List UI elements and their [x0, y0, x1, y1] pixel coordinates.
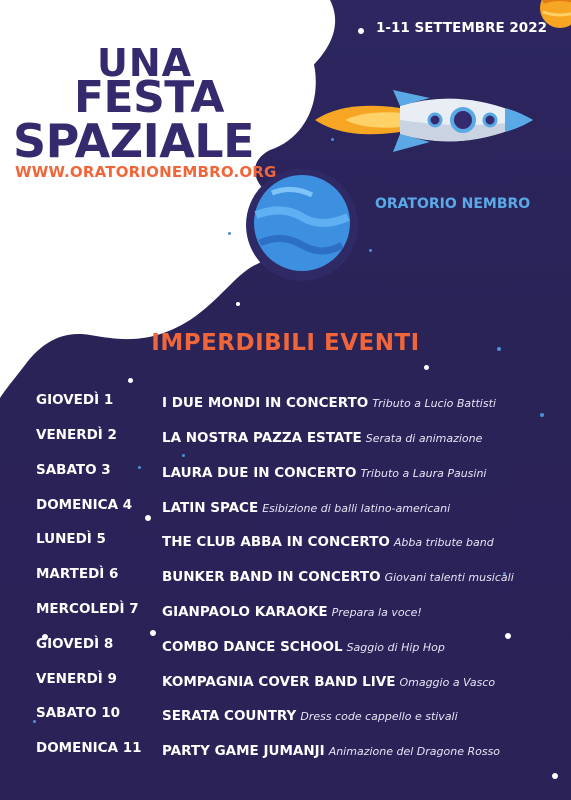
- event-name: LAURA DUE IN CONCERTO: [162, 465, 357, 481]
- event-name: SERATA COUNTRY: [162, 708, 297, 724]
- event-row: [0, 705, 571, 729]
- section-title: IMPERDIBILI EVENTI: [151, 330, 420, 356]
- star-icon: [369, 249, 372, 252]
- star-icon: [552, 773, 558, 779]
- event-day: VENERDÌ 9: [36, 671, 117, 687]
- star-icon: [236, 302, 240, 306]
- event-description: Serata di animazione: [365, 432, 483, 445]
- title-line-2: FESTA: [74, 72, 224, 123]
- star-icon: [128, 378, 133, 383]
- event-row: [0, 636, 571, 660]
- event-row: [0, 740, 571, 764]
- event-description: Tributo a Lucio Battisti: [372, 397, 496, 410]
- event-description: Saggio di Hip Hop: [346, 641, 445, 654]
- event-day: MERCOLEDÌ 7: [36, 601, 139, 617]
- event-day: GIOVEDÌ 1: [36, 392, 114, 408]
- title-line-3: SPAZIALE: [13, 114, 255, 168]
- event-description: Omaggio a Vasco: [399, 676, 496, 689]
- event-name: LA NOSTRA PAZZA ESTATE: [162, 430, 362, 446]
- rocket-icon: [305, 80, 535, 160]
- event-day: MARTEDÌ 6: [36, 566, 119, 582]
- star-icon: [358, 28, 364, 34]
- title-line-1: UNA: [97, 41, 193, 85]
- event-day: SABATO 10: [36, 705, 121, 721]
- event-description: Abba tribute band: [393, 536, 494, 549]
- event-name: THE CLUB ABBA IN CONCERTO: [162, 534, 390, 550]
- event-row: [0, 427, 571, 451]
- planet-icon: [242, 165, 362, 285]
- event-row: [0, 531, 571, 555]
- website-link[interactable]: WWW.ORATORIONEMBRO.ORG: [15, 163, 277, 181]
- event-description: Prepara la voce!: [331, 606, 422, 619]
- star-icon: [228, 232, 231, 235]
- event-row: [0, 462, 571, 486]
- event-description: Animazione del Dragone Rosso: [328, 745, 501, 758]
- star-icon: [331, 138, 334, 141]
- event-row: [0, 601, 571, 625]
- event-name: KOMPAGNIA COVER BAND LIVE: [162, 674, 396, 690]
- event-name: LATIN SPACE: [162, 500, 259, 516]
- event-day: DOMENICA 11: [36, 740, 142, 756]
- event-description: Tributo a Laura Pausini: [360, 467, 487, 480]
- event-day: LUNEDÌ 5: [36, 531, 106, 547]
- event-row: [0, 566, 571, 590]
- event-row: [0, 392, 571, 416]
- event-day: VENERDÌ 2: [36, 427, 117, 443]
- event-name: I DUE MONDI IN CONCERTO: [162, 395, 369, 411]
- event-dates: 1-11 SETTEMBRE 2022: [376, 20, 547, 36]
- event-row: [0, 497, 571, 521]
- event-name: COMBO DANCE SCHOOL: [162, 639, 343, 655]
- event-day: DOMENICA 4: [36, 497, 133, 513]
- event-description: Giovani talenti musicali: [384, 571, 514, 584]
- event-description: Esibizione di balli latino-americani: [262, 502, 451, 515]
- event-name: BUNKER BAND IN CONCERTO: [162, 569, 381, 585]
- event-name: PARTY GAME JUMANJI: [162, 743, 325, 759]
- event-day: GIOVEDÌ 8: [36, 636, 114, 652]
- star-icon: [182, 454, 185, 457]
- event-name: GIANPAOLO KARAOKE: [162, 604, 328, 620]
- event-day: SABATO 3: [36, 462, 111, 478]
- event-row: [0, 671, 571, 695]
- organizer-name: ORATORIO NEMBRO: [375, 196, 531, 212]
- star-icon: [424, 365, 429, 370]
- event-description: Dress code cappello e stivali: [300, 710, 458, 723]
